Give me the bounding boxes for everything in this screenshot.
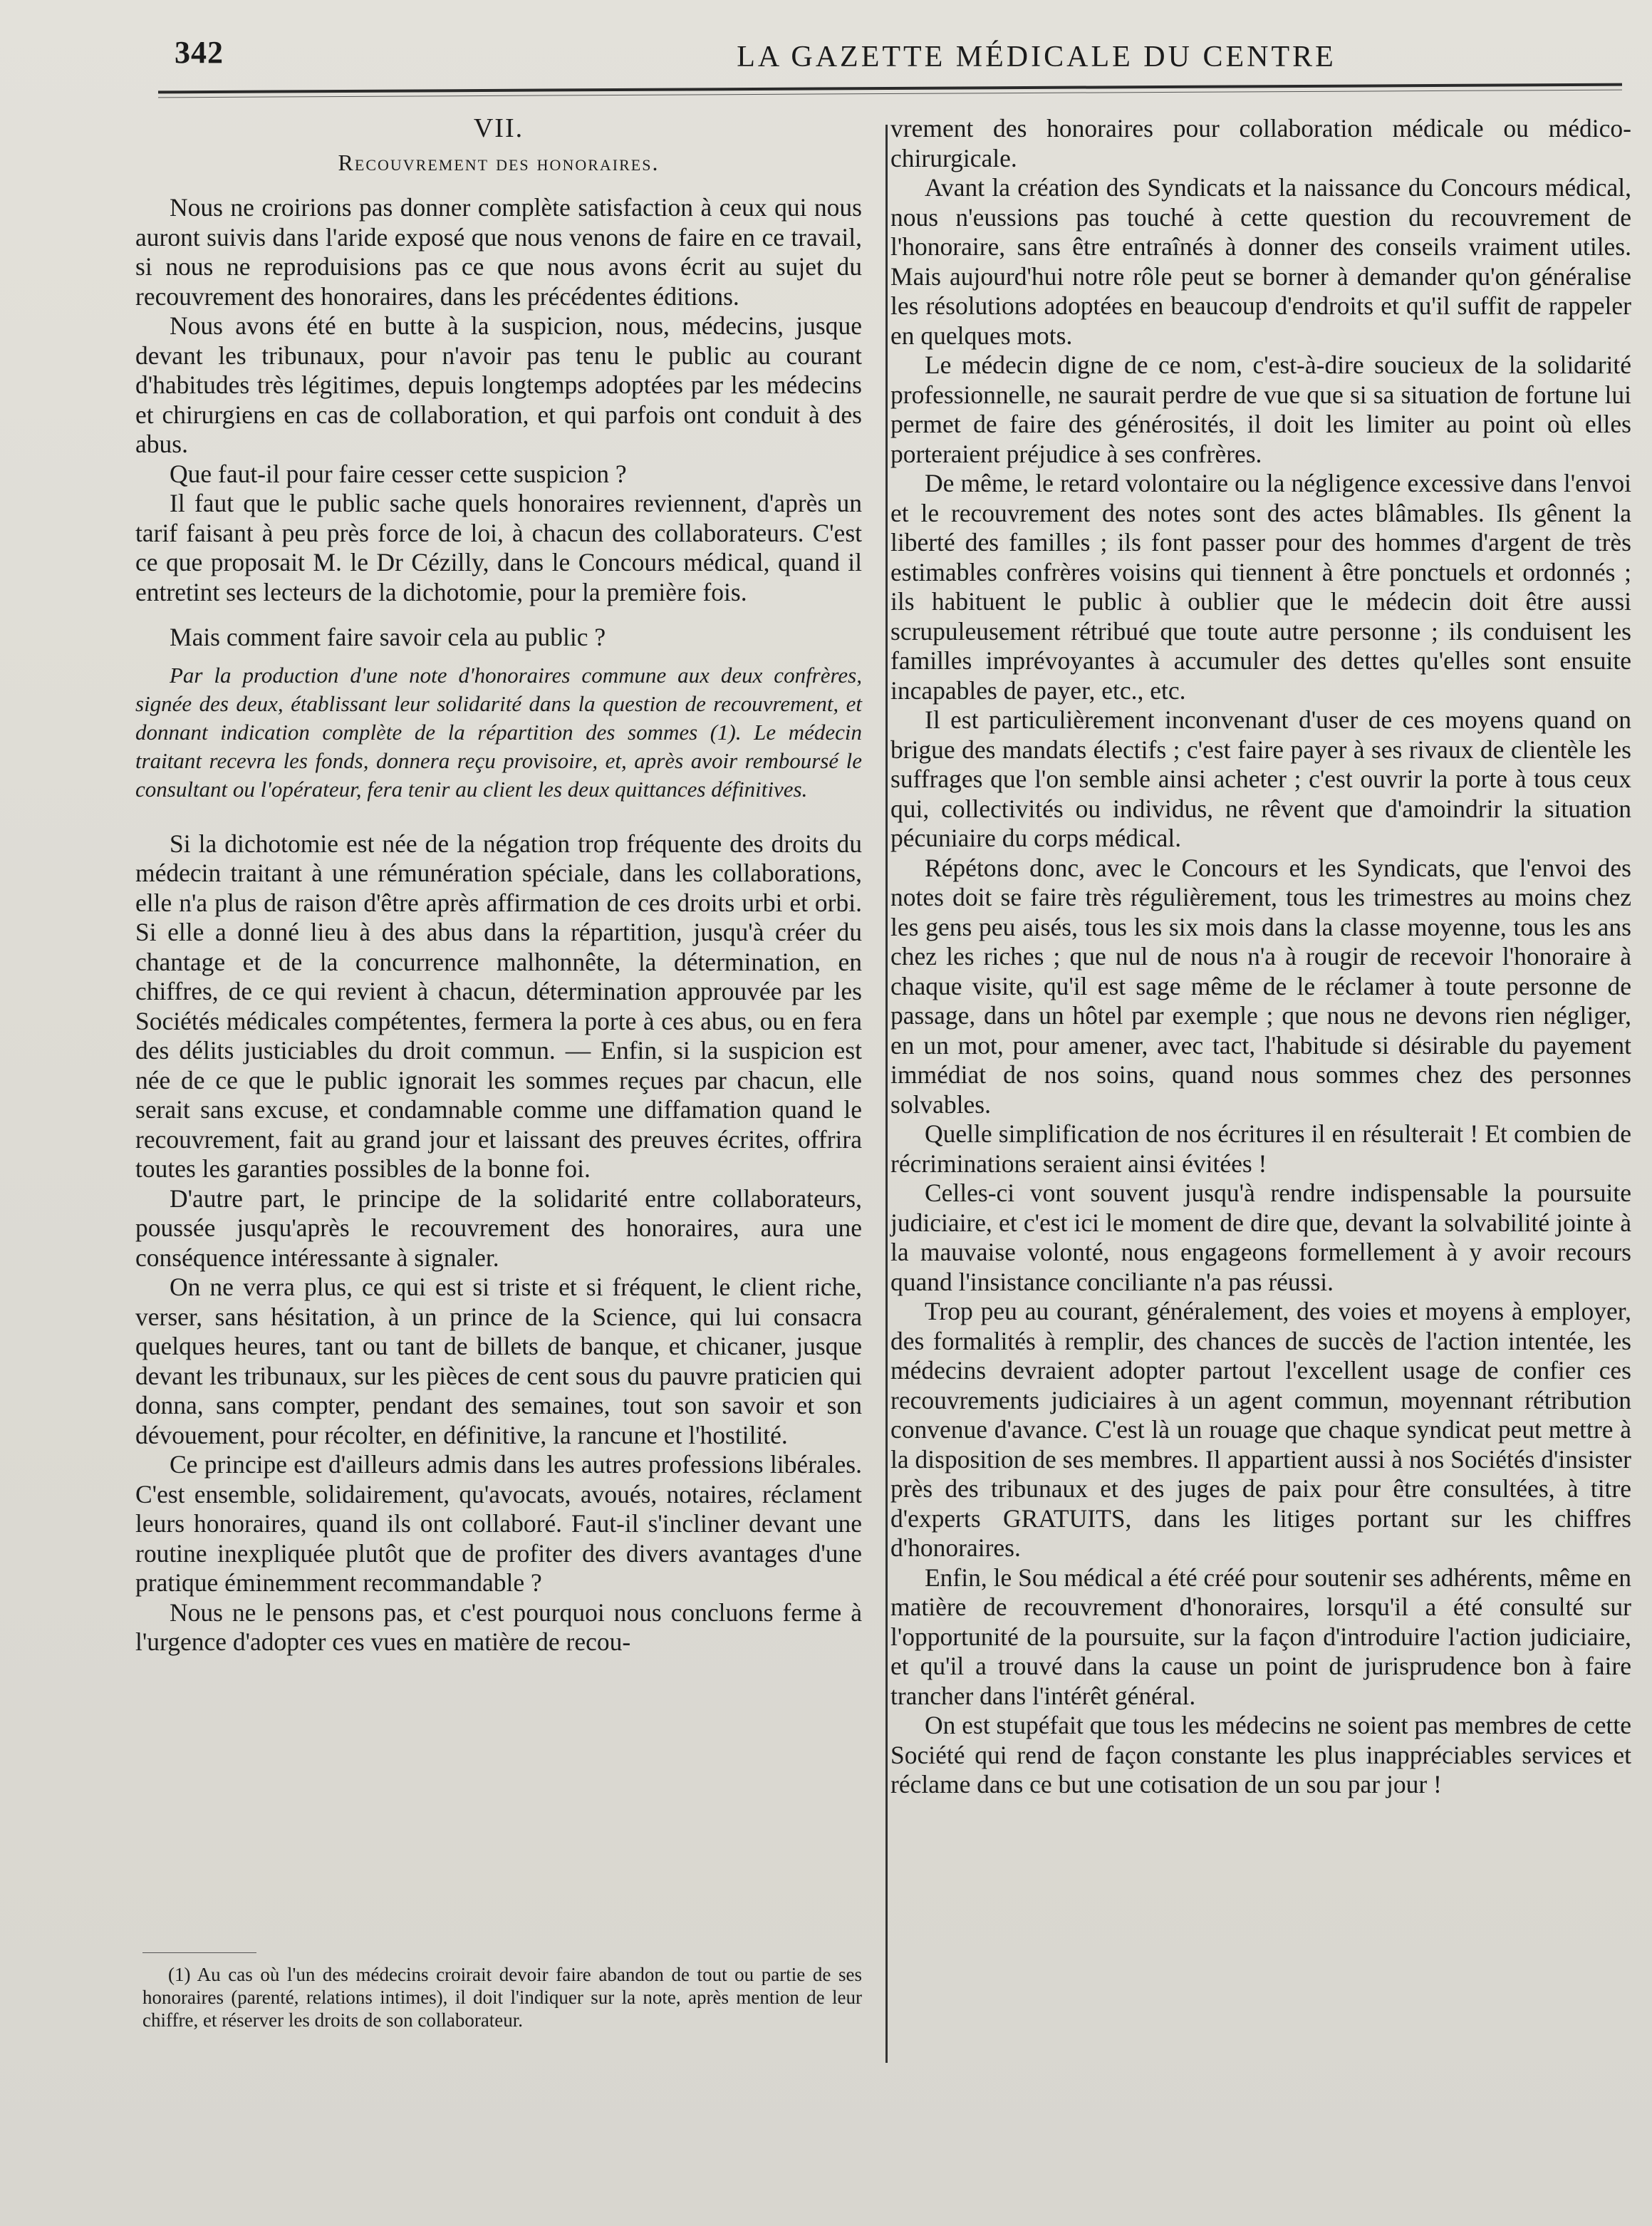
left-column — [135, 114, 862, 1657]
paragraph: De même, le retard volontaire ou la négligence excessive dans l'envoi et le recouvrement des notes sont des actes blâmables. Ils gênent la liberté des familles ; ils font passer pour des hommes d'argent de très estimables confrères voisins qui tiennent à être ponctuels et ordonnés ; ils habituent le public à oublier que le médecin doit être aussi scrupuleusement rétribué que toute autre personne ; ils conduisent les familles imprévoyantes à accumuler des dettes qu'elles sont ensuite incapables de payer, etc., etc. — [890, 469, 1631, 705]
paragraph: vrement des honoraires pour collaboration médicale ou médico-chirurgicale. — [890, 114, 1631, 172]
page-header — [175, 34, 1599, 91]
paragraph: Trop peu au courant, généralement, des voies et moyens à employer, des formalités à remplir, des chances de succès de l'action intentée, les médecins devraient adopter partout l'excellent usage de confier ces recouvrements judiciaires à un agent commun, moyennant rétribution convenue d'avance. C'est là un rouage que chaque syndicat peut mettre à la disposition de ses membres. Il appartient aussi à nos Sociétés d'insister près des tribunaux et des juges de paix pour être consultées, à titre d'experts GRATUITS, dans les litiges portant sur les chiffres d'honoraires. — [890, 1297, 1631, 1562]
paragraph: Le médecin digne de ce nom, c'est-à-dire soucieux de la solidarité professionnelle, ne saurait perdre de vue que si sa situation de fortune lui permet de faire des générosités, il doit les limiter au point où elles porteraient préjudice à ses confrères. — [890, 351, 1631, 468]
paragraph: Ce principe est d'ailleurs admis dans les autres professions libérales. C'est ensemble, solidairement, qu'avocats, avoués, notaires, réclament leurs honoraires, quand ils ont collaboré. Faut-il s'incliner devant une routine inexpliquée plutôt que de profiter des divers avantages d'une pratique éminemment recommandable ? — [135, 1450, 862, 1597]
page-number: 342 — [175, 35, 224, 70]
paragraph: D'autre part, le principe de la solidarité entre collaborateurs, poussée jusqu'après le recouvrement des honoraires, aura une conséquence intéressante à signaler. — [135, 1184, 862, 1272]
paragraph: Si la dichotomie est née de la négation trop fréquente des droits du médecin traitant à une rémunération spéciale, dans les collaborations, elle n'a plus de raison d'être après affirmation de ces droits urbi et orbi. Si elle a donné lieu à des abus dans la répartition, jusqu'à créer du chantage et de la concurrence malhonnête, la détermination, en chiffres, de ce qui revient à chacun, détermination approuvée par les Sociétés médicales compétentes, fermera la porte à ces abus, ou en fera des délits justiciables du droit commun. — Enfin, si la suspicion est née de ce que le public ignorait les sommes reçues par chacun, elle serait sans excuse, et condamnable comme une diffamation quand le recouvrement, fait au grand jour et laissant des preuves écrites, offrira toutes les garanties possibles de la bonne foi. — [135, 829, 862, 1183]
paragraph: Mais comment faire savoir cela au public ? — [170, 623, 606, 651]
paragraph: Il faut que le public sache quels honoraires reviennent, d'après un tarif faisant à peu près force de loi, à chacun des collaborateurs. C'est ce que proposait M. le Dr Cézilly, dans le Concours médical, quand il entretint ses lecteurs de la dichotomie, pour la première fois. — [135, 489, 862, 606]
paragraph: Que faut-il pour faire cesser cette suspicion ? — [170, 459, 627, 488]
paragraph: On est stupéfait que tous les médecins ne soient pas membres de cette Société qui rend de façon constante les plus inappréciables services et réclame dans ce but une cotisation de un sou par jour ! — [890, 1711, 1631, 1798]
italic-quote — [135, 661, 862, 804]
section-number: VII. — [473, 113, 524, 143]
paragraph: Celles-ci vont souvent jusqu'à rendre indispensable la poursuite judiciaire, et c'est ici le moment de dire que, devant la solvabilité jointe à la mauvaise volonté, nous engageons formellement à y avoir recours quand l'insistance conciliante n'a pas réussi. — [890, 1179, 1631, 1296]
paragraph: Nous ne croirions pas donner complète satisfaction à ceux qui nous auront suivis dans l'aride exposé que nous venons de faire en ce travail, si nous ne reproduisions pas ce que nous avons écrit au sujet du recouvrement des honoraires, dans les précédentes éditions. — [135, 193, 862, 311]
quote-text: Par la production d'une note d'honoraires commune aux deux confrères, signée des deux, établissant leur solidarité dans la question de recouvrement, et donnant indication complète de la répartition des sommes (1). Le médecin traitant recevra les fonds, donnera reçu provisoire, et, après avoir remboursé le consultant ou l'opérateur, fera tenir au client les deux quittances définitives. — [135, 662, 862, 802]
footnote-separator — [142, 1952, 256, 1953]
paragraph: Enfin, le Sou médical a été créé pour soutenir ses adhérents, même en matière de recouvrement d'honoraires, lorsqu'il a été consulté sur l'opportunité de la poursuite, sur la façon d'introduire l'action judiciaire, et qu'il a trouvé dans la cause un point de jurisprudence bon à faire trancher dans l'intérêt général. — [890, 1563, 1631, 1710]
paragraph: Il est particulièrement inconvenant d'user de ces moyens quand on brigue des mandats électifs ; c'est faire payer à ses rivaux de clientèle les suffrages que l'on semble ainsi acheter ; c'est ouvrir la porte à tous ceux qui, collectivités ou individus, ne rêvent que d'amoindrir la situation pécuniaire du corps médical. — [890, 705, 1631, 852]
footnote-text: (1) Au cas où l'un des médecins croirait devoir faire abandon de tout ou partie de ses honoraires (parenté, relations intimes), il doit l'indiquer sur la note, après mention de leur chiffre, et réserver les droits de son collaborateur. — [142, 1964, 862, 2031]
paragraph: Quelle simplification de nos écritures il en résulterait ! Et combien de récriminations seraient ainsi évitées ! — [890, 1119, 1631, 1178]
paragraph: Nous avons été en butte à la suspicion, nous, médecins, jusque devant les tribunaux, pour n'avoir pas tenu le public au courant d'habitudes très légitimes, depuis longtemps adoptées par les médecins et chirurgiens en cas de collaboration, et qui parfois ont conduit à des abus. — [135, 311, 862, 458]
paragraph: Nous ne le pensons pas, et c'est pourquoi nous concluons ferme à l'urgence d'adopter ces vues en matière de recou- — [135, 1598, 862, 1656]
journal-title: LA GAZETTE MÉDICALE DU CENTRE — [737, 41, 1336, 73]
column-divider — [885, 125, 888, 2063]
paragraph: On ne verra plus, ce qui est si triste et si fréquent, le client riche, verser, sans hésitation, à un prince de la Science, qui lui consacra quelques heures, tant ou tant de billets de banque, et chicaner, jusque devant les tribunaux, sur les pièces de cent sous du pauvre praticien qui donna, sans compter, pendant des semaines, tout son savoir et son dévouement, pour récolter, en définitive, la rancune et l'hostilité. — [135, 1273, 862, 1449]
paragraph: Avant la création des Syndicats et la naissance du Concours médical, nous n'eussions pas touché à cette question du recouvrement de l'honoraire, sans être entraînés à donner des conseils vraiment utiles. Mais aujourd'hui notre rôle peut se borner à demander qu'on généralise les résolutions adoptées en beaucoup d'endroits et qu'il suffit de rappeler en quelques mots. — [890, 173, 1631, 350]
section-title: Recouvrement des honoraires. — [338, 149, 660, 175]
footnote — [142, 1963, 862, 2031]
paragraph: Répétons donc, avec le Concours et les Syndicats, que l'envoi des notes doit se faire très régulièrement, tous les trimestres au moins chez les gens peu aisés, tous les six mois dans la classe moyenne, tous les ans chez les riches ; que nul de nous n'a à rougir de recevoir l'honoraire à chaque visite, qu'il est sage même de le réclamer à toute personne de passage, dans un hôtel par exemple ; que nous ne devons rien négliger, en un mot, pour amener, avec tact, l'habitude si désirable du payement immédiat de nos soins, quand nous sommes chez des personnes solvables. — [890, 853, 1631, 1119]
right-column — [890, 114, 1631, 1800]
